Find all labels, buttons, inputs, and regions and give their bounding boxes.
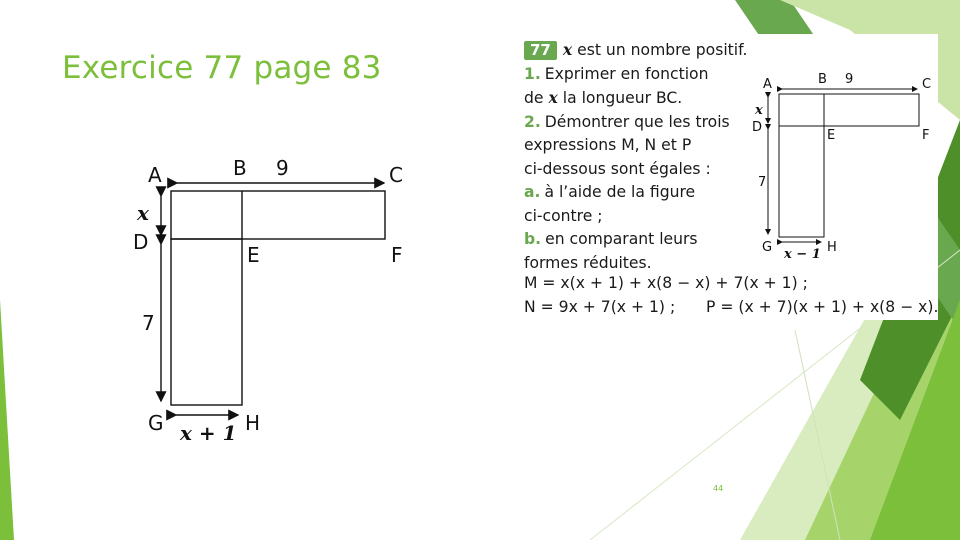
label-C: C (389, 163, 403, 187)
label-B: B (233, 156, 247, 180)
small-label-D: D (752, 120, 763, 135)
slide-title: Exercice 77 page 83 (62, 50, 382, 86)
small-vertical-rectangle (779, 126, 824, 237)
small-label-B: B (818, 72, 827, 87)
small-label-BC-length: 9 (845, 72, 854, 87)
exercise-intro: 77 x est un nombre positif. (524, 38, 764, 63)
figure-small (518, 34, 938, 320)
question-2b: b. en comparant leurs (524, 230, 698, 248)
label-AD-length: x (137, 201, 149, 225)
label-H: H (245, 411, 261, 435)
small-label-F: F (922, 128, 930, 143)
top-rectangle (171, 191, 385, 239)
formula-M: M = x(x + 1) + x(8 − x) + 7(x + 1) ; (524, 274, 808, 292)
exercise-number-badge: 77 (524, 41, 557, 60)
label-BC-length: 9 (276, 156, 289, 180)
question-2-cont: expressions M, N et P (524, 136, 692, 154)
question-2: 2. Démontrer que les trois (524, 112, 730, 131)
label-A: A (148, 163, 162, 187)
small-top-rectangle (779, 94, 919, 126)
formula-P: P = (x + 7)(x + 1) + x(8 − x). (706, 298, 939, 316)
question-2b-cont: formes réduites. (524, 253, 652, 272)
small-label-G: G (762, 240, 773, 255)
label-E: E (247, 243, 260, 267)
left-vertical-rectangle (171, 239, 242, 405)
small-label-GH-length: x − 1 (784, 247, 821, 262)
small-label-C: C (922, 77, 932, 92)
question-1: 1. Exprimer en fonction (524, 64, 709, 83)
label-DG-length: 7 (142, 311, 155, 335)
label-F: F (391, 243, 403, 267)
page-number: 44 (713, 484, 724, 493)
label-D: D (133, 230, 149, 254)
small-label-E: E (827, 128, 836, 143)
formula-N: N = 9x + 7(x + 1) ; (524, 298, 676, 316)
small-label-H: H (827, 240, 837, 255)
question-2-cont: ci-dessous sont égales : (524, 159, 711, 178)
question-2a: a. à l’aide de la figure (524, 183, 696, 201)
label-GH-length: x + 1 (180, 421, 237, 445)
small-label-DG-length: 7 (758, 175, 767, 190)
label-G: G (148, 411, 164, 435)
exercise-image (518, 34, 938, 320)
question-2a-cont: ci-contre ; (524, 206, 603, 225)
small-label-A: A (763, 77, 772, 92)
small-label-AD-length: x (755, 103, 763, 118)
question-1-cont: de x la longueur BC. (524, 88, 683, 107)
